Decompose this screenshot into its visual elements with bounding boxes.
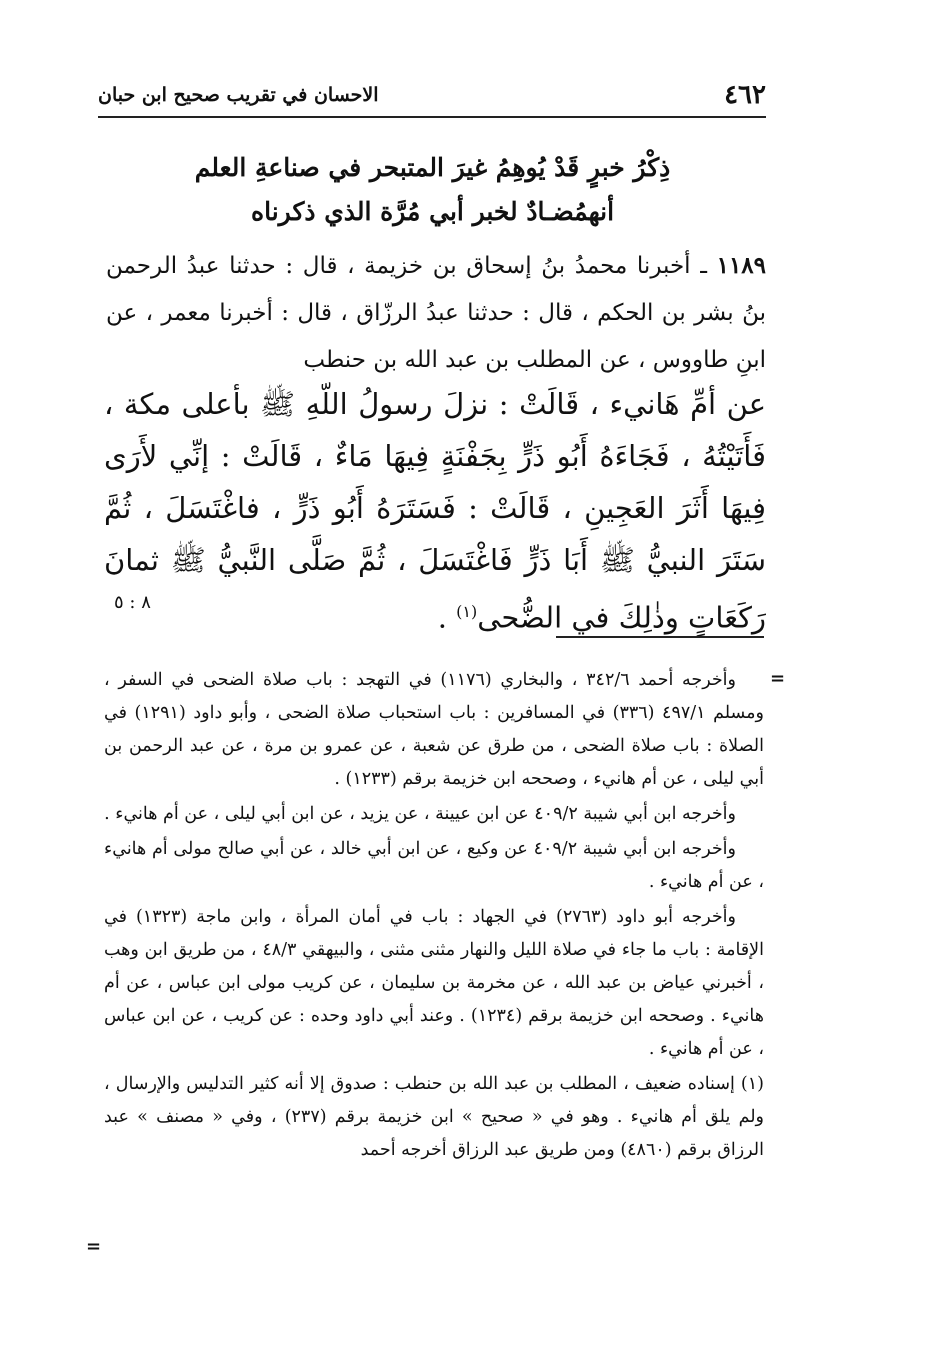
- chapter-title-line-2: أنهمُضـادٌ لخبر أبي مُرَّة الذي ذكرناه: [250, 197, 615, 226]
- chapter-title-line-1: ذِكْرُ خبرٍ قَدْ يُوهِمُ غيرَ المتبحر في صناعةِ العلم: [194, 153, 671, 182]
- hadith-matn: [104, 378, 766, 644]
- footnote-paragraph: وأخرجه ابن أبي شيبة ٤٠٩/٢ عن وكيع ، عن ابن أبي خالد ، عن أبي صالح مولى أم هانيء ، عن أم هانيء .: [104, 839, 764, 892]
- page-header: [98, 78, 766, 112]
- hadith-number: ١١٨٩: [716, 252, 767, 279]
- footnote-main-note: (١) إسناده ضعيف ، المطلب بن عبد الله بن حنطب : صدوق إلا أنه كثير التدليس والإرسال ، ولم يلق أم هانيء . وهو في « صحيح » ابن خزيمة برقم (٢٣٧) ، وفي « مصنف » عبد الرزاق برقم (٤٨٦٠) ومن طريق عبد الرزاق أخرجه أحمد: [104, 1074, 764, 1160]
- running-title: الاحسان في تقريب صحيح ابن حبان: [98, 84, 379, 106]
- footnote-marker: (١): [456, 602, 478, 621]
- isnad-text: ـ أخبرنا محمدُ بنُ إسحاق بن خزيمة ، قال : حدثنا عبدُ الرحمن بنُ بشر بن الحكم ، قال : حدثنا عبدُ الرزّاق ، قال : أخبرنا معمر ، عن ابنِ طاووس ، عن المطلب بن عبد الله بن حنطب: [106, 253, 766, 373]
- chapter-title: [110, 146, 755, 234]
- footnote-paragraph: وأخرجه أحمد ٣٤٢/٦ ، والبخاري (١١٧٦) في التهجد : باب صلاة الضحى في السفر ، ومسلم ٤٩٧/١ (٣٣٦) في المسافرين : باب استحباب صلاة الضحى ، وأبو داود (١٢٩١) في الصلاة : باب صلاة الضحى ، من طرق عن شعبة ، عن عمرو بن مرة ، عن عبد الرحمن بن أبي ليلى ، عن أم هانيء ، وصححه ابن خزيمة برقم (١٢٣٣) .: [104, 670, 764, 789]
- page-number: ٤٦٢: [724, 80, 766, 110]
- footnotes: [104, 664, 764, 1169]
- footnote-paragraph: وأخرجه ابن أبي شيبة ٤٠٩/٢ عن ابن عيينة ، عن يزيد ، عن ابن أبي ليلى ، عن أم هانيء .: [104, 804, 736, 824]
- matn-text: عن أمِّ هَانيء ، قَالَتْ : نزلَ رسولُ اللّهِ ﷺ بأعلى مكة ، فَأَتَيْتُهُ ، فَجَاءَهُ أَبُو ذَرٍّ بِجَفْنَةٍ فِيهَا مَاءٌ ، قَالَتْ : إنِّي لأَرَى فِيهَا أَثَرَ العَجِينِ ، قَالَتْ : فَسَتَرَهُ أَبُو ذَرٍّ ، فاغْتَسَلَ ، ثُمَّ سَتَرَ النبيُّ ﷺ أَبَا ذَرٍّ فَاغْتَسَلَ ، ثُمَّ صَلَّى النَّبيُّ ﷺ ثمانَ رَكَعَاتٍ وذٰلِكَ في الضُّحى: [104, 387, 766, 635]
- footnote-continuation-mark-top: =: [770, 668, 786, 689]
- hadith-isnad: [106, 242, 766, 384]
- hadith-reference: ٨ : ٥: [114, 592, 151, 613]
- header-rule: [98, 116, 766, 118]
- footnote-paragraph: وأخرجه أبو داود (٢٧٦٣) في الجهاد : باب في أمان المرأة ، وابن ماجة (١٣٢٣) في الإقامة : باب ما جاء في صلاة الليل والنهار مثنى مثنى ، والبيهقي ٤٨/٣ ، من طريق ابن وهب ، أخبرني عياض بن عبد الله ، عن مخرمة بن سليمان ، عن كريب مولى ابن عباس ، عن أم هانيء . وصححه ابن خزيمة برقم (١٢٣٤) . وعند أبي داود وحده : عن كريب ، عن ابن عباس ، عن أم هانيء .: [104, 907, 764, 1059]
- footnote-rule: [556, 636, 764, 638]
- matn-end-mark: .: [437, 600, 447, 635]
- footnote-continuation-mark-bottom: =: [86, 1236, 102, 1257]
